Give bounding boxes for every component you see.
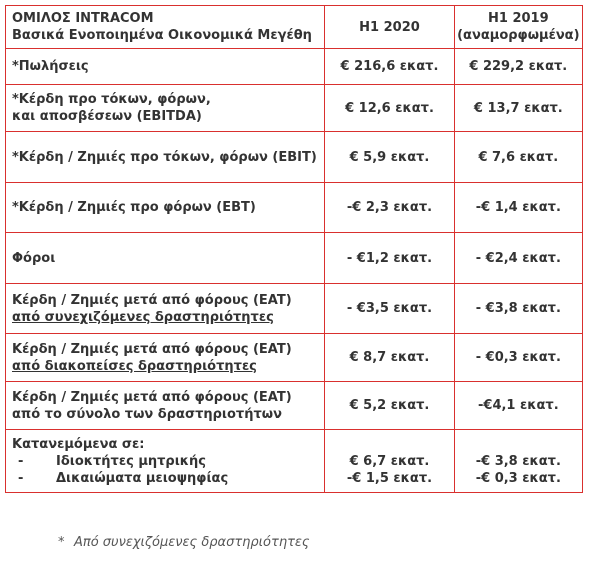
table-subtitle: Βασικά Ενοποιημένα Οικονομικά Μεγέθη — [12, 28, 312, 43]
row-ebit — [6, 132, 583, 183]
value-2020: € 216,6 εκατ. — [325, 49, 454, 85]
table-header-row — [6, 6, 583, 49]
row-label: *Κέρδη προ τόκων, φόρων, και αποσβέσεων (EBITDA) — [6, 85, 325, 132]
value-2020: € 8,7 εκατ. — [325, 334, 454, 382]
value-2019: - €3,8 εκατ. — [454, 284, 582, 334]
row-label: *Κέρδη / Ζημιές προ φόρων (EBT) — [6, 183, 325, 233]
value-2019: -€4,1 εκατ. — [454, 382, 582, 430]
row-label: Κέρδη / Ζημιές μετά από φόρους (EAT) από το σύνολο των δραστηριοτήτων — [6, 382, 325, 430]
allocation-item: - Ιδιοκτήτες μητρικής — [18, 453, 207, 469]
allocation-values-2019: -€ 3,8 εκατ. -€ 0,3 εκατ. — [454, 430, 582, 493]
allocation-values-2020: € 6,7 εκατ. -€ 1,5 εκατ. — [325, 430, 454, 493]
row-eat-discontinued — [6, 334, 583, 382]
row-label: Κέρδη / Ζημιές μετά από φόρους (EAT) από συνεχιζόμενες δραστηριότητες — [6, 284, 325, 334]
header-title-cell — [6, 6, 325, 49]
footnote-star: * — [58, 535, 65, 550]
value-2020: € 12,6 εκατ. — [325, 85, 454, 132]
row-ebitda — [6, 85, 583, 132]
allocation-title: Κατανεμόμενα σε: — [12, 436, 145, 452]
row-allocation — [6, 430, 583, 493]
row-label: *Πωλήσεις — [6, 49, 325, 85]
footnote — [58, 535, 310, 550]
row-taxes — [6, 233, 583, 284]
column-header-h1-2020: H1 2020 — [325, 6, 454, 49]
value-2020: - €1,2 εκατ. — [325, 233, 454, 284]
row-label: *Κέρδη / Ζημιές προ τόκων, φόρων (EBIT) — [6, 132, 325, 183]
value-2019: - €0,3 εκατ. — [454, 334, 582, 382]
value-2020: -€ 2,3 εκατ. — [325, 183, 454, 233]
financial-results-table — [5, 5, 583, 493]
value-2019: € 7,6 εκατ. — [454, 132, 582, 183]
allocation-label-cell — [6, 430, 325, 493]
row-label: Φόροι — [6, 233, 325, 284]
value-2020: € 5,9 εκατ. — [325, 132, 454, 183]
row-eat-total — [6, 382, 583, 430]
company-name: ΟΜΙΛΟΣ INTRACOM — [12, 11, 154, 26]
value-2019: - €2,4 εκατ. — [454, 233, 582, 284]
value-2020: € 5,2 εκατ. — [325, 382, 454, 430]
row-label: Κέρδη / Ζημιές μετά από φόρους (EAT) από διακοπείσες δραστηριότητες — [6, 334, 325, 382]
value-2019: € 13,7 εκατ. — [454, 85, 582, 132]
value-2019: € 229,2 εκατ. — [454, 49, 582, 85]
row-ebt — [6, 183, 583, 233]
value-2020: - €3,5 εκατ. — [325, 284, 454, 334]
row-sales — [6, 49, 583, 85]
footnote-text: Από συνεχιζόμενες δραστηριότητες — [74, 535, 310, 550]
allocation-item: - Δικαιώματα μειοψηφίας — [18, 470, 229, 486]
column-header-h1-2019: H1 2019 (αναμορφωμένα) — [454, 6, 582, 49]
row-eat-continuing — [6, 284, 583, 334]
value-2019: -€ 1,4 εκατ. — [454, 183, 582, 233]
